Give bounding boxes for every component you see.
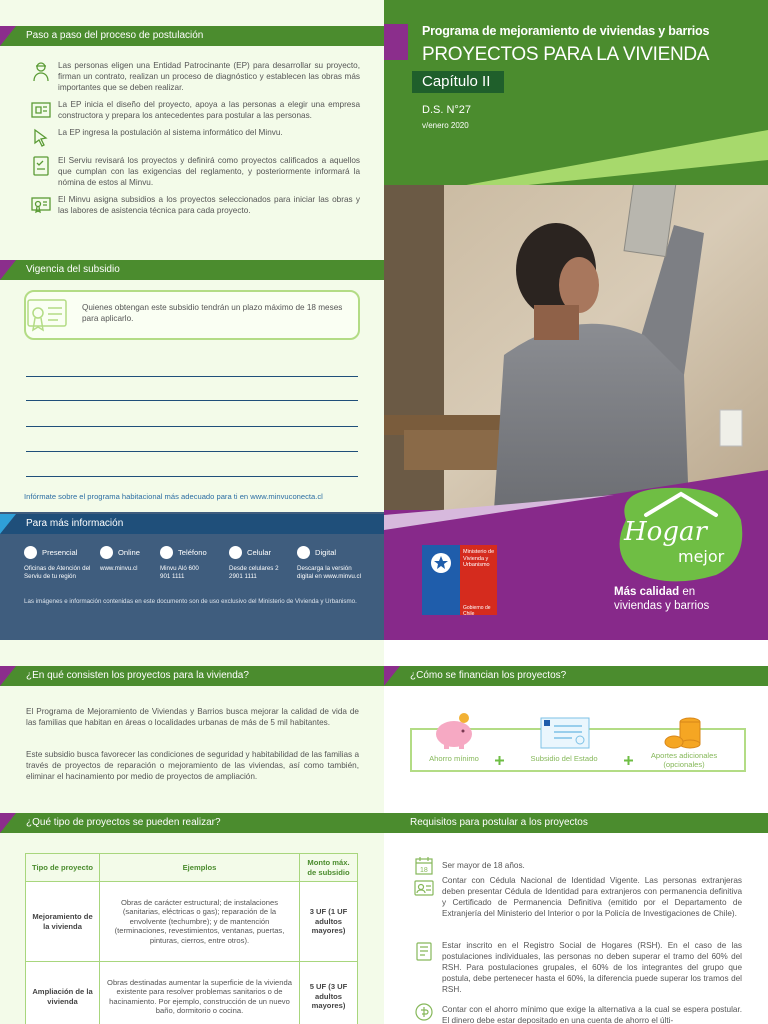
contact-telefono: Teléfono Minvu Aló 600 901 1111 [160,548,207,580]
contact-celular: Celular Desde celulares 2 2901 1111 [229,548,279,580]
project-types-table [25,853,358,1024]
chapter-label: Capítulo II [412,71,504,93]
disclaimer: Las imágenes e información contenidas en este documento son de uso exclusivo del Ministerio de Vivienda y Urbanismo. [24,598,357,605]
requirement-item: Ser mayor de 18 años. [442,861,525,870]
validity-text: Quienes obtengan este subsidio tendrán un plazo máximo de 18 meses para aplicarlo. [82,303,343,323]
edition-date: v/enero 2020 [422,121,469,130]
decree-number: D.S. N°27 [422,104,472,116]
contact-panel [0,512,384,640]
step-item [30,60,360,93]
contact-online: Online www.minvu.cl [100,548,140,572]
step-text: Las personas eligen una Entidad Patrocinante (EP) para desarrollar su proyecto, firman un contrato, realizan un proceso de diagnóstico y establecen las obras más importantes que se deben realizar. [58,61,360,92]
col-type: Tipo de proyecto [26,854,100,882]
step-item [30,99,360,121]
svg-text:Hogar: Hogar [624,517,707,547]
plus-icon [495,756,504,765]
id-card-icon [414,878,434,898]
coins-icon [664,714,704,750]
step-text: La EP inicia el diseño del proyecto, apoya a las personas a elegir una empresa constructora y prepara los antecedentes para postular a las personas. [58,100,360,120]
cursor-icon [30,127,52,149]
table-header-row [26,854,358,882]
svg-text:mejor: mejor [678,547,725,566]
writing-line [26,476,358,477]
savings-icon [414,1002,434,1022]
requirements-header: Requisitos para postular a los proyectos [384,813,768,833]
step-item [30,155,360,188]
certificate-icon [30,194,52,216]
program-title: Programa de mejoramiento de viviendas y barrios [422,24,710,38]
checklist-icon [30,155,52,177]
worker-photo [384,185,768,510]
contact-presencial: Presencial Oficinas de Atención del Serviu de tu región [24,548,91,580]
step-text: La EP ingresa la postulación al sistema informático del Minvu. [58,128,283,137]
financing-item-label: Subsidio del Estado [530,754,598,763]
coat-of-arms-icon [428,551,454,575]
col-examples: Ejemplos [100,854,300,882]
info-link[interactable]: Infórmate sobre el programa habitacional más adecuado para ti en www.minvuconecta.cl [24,492,323,501]
piggy-bank-icon [432,710,476,750]
validity-header: Vigencia del subsidio [0,260,384,280]
hogar-mejor-logo [606,480,746,590]
requirement-item: Contar con el ahorro mínimo que exige la alternativa a la cual se espera postular. El dinero debe estar depositado en una cuenta de ahorro el últi- [442,1005,742,1024]
contact-digital: Digital Descarga la versión digital en www.minvu.cl [297,548,361,580]
steps-list [30,60,360,222]
calendar-icon [414,856,434,876]
download-icon [297,546,310,559]
projects-header: ¿En qué consisten los proyectos para la vivienda? [0,666,384,686]
laptop-icon [100,546,113,559]
phone-icon [160,546,173,559]
financing-header: ¿Cómo se financian los proyectos? [384,666,768,686]
table-row: Mejoramiento de la vivienda Obras de carácter estructural; de instalaciones (sanitarias, eléctricas o gas); reparación de la envolvente (techumbre); y de mantención (terminaciones, revestimientos, ventanas, puertas, pinturas, cierros, entre otros). 3 UF (1 UF adultos mayores) [26,882,358,962]
svg-text:18: 18 [420,867,428,874]
cover-panel [384,0,768,640]
writing-line [26,426,358,427]
requirement-item: Contar con Cédula Nacional de Identidad Vigente. Las personas extranjeras deben presentar Cédula de Identidad para extranjeros con permanencia definitiva y Certificado de Permanencia Definitiva (emitido por el Departamento de Extranjería del Ministerio del Interior o por la Policía de Investigaciones de Chile). [442,876,742,918]
worker-icon [30,60,52,82]
financing-item-label: Aportes adicionales (opcionales) [650,751,718,769]
government-logo: Ministerio de Vivienda y Urbanismo Gobierno de Chile [422,545,497,615]
requirement-item: Estar inscrito en el Registro Social de Hogares (RSH). En el caso de las postulaciones individuales, las personas no deben superar el tramo del 60% del RSH. Para postulaciones grupales, el 60% de los integrantes del grupo que postula, debe pertenecer hasta el 60%, la diferencia puede superar los tramos del RSH. [442,941,742,994]
steps-panel [0,0,384,512]
writing-line [26,400,358,401]
step-item [30,194,360,216]
step-text: El Minvu asigna subsidios a los proyectos seleccionados para iniciar las obras y las labores de asistencia técnica para cada proyecto. [58,195,360,215]
mobile-icon [229,546,242,559]
writing-line [26,376,358,377]
projects-paragraph-1: El Programa de Mejoramiento de Viviendas y Barrios busca mejorar la calidad de vida de las familias que habitan en áreas o localidades urbanas de más de 5 mil habitantes. [26,707,359,727]
house-icon [24,546,37,559]
voucher-icon [540,716,590,750]
contact-header: Para más información [0,514,384,534]
col-amount: Monto máx. de subsidio [300,854,358,882]
projects-paragraph-2: Este subsidio busca favorecer las condiciones de seguridad y habitabilidad de las familias a través de proyectos de reparación o mejoramiento de las viviendas, así como también, eliminar el hacinamiento por medio de proyectos de ampliación. [26,750,359,781]
step-text: El Serviu revisará los proyectos y definirá como proyectos calificados a aquellos que cumplan con las exigencias del reglamento, y posteriormente informará la nómina de estos al Minvu. [58,156,360,187]
slogan: Más calidad en viviendas y barrios [614,586,710,612]
writing-line [26,451,358,452]
blueprint-icon [30,99,52,121]
form-icon [414,941,434,961]
step-item [30,127,360,149]
types-header: ¿Qué tipo de proyectos se pueden realizar? [0,813,384,833]
table-row: Ampliación de la vivienda Obras destinadas aumentar la superficie de la vivienda existente para resolver problemas sanitarios o de hacinamiento. Por ejemplo, construcción de un nuevo baño, dormitorio o cocina. 5 UF (3 UF adultos mayores) [26,962,358,1024]
steps-header: Paso a paso del proceso de postulación [0,26,384,46]
financing-item-label: Ahorro mínimo [429,754,479,763]
validity-box [24,290,360,340]
certificate-icon [24,298,70,334]
plus-icon [624,756,633,765]
main-title: PROYECTOS PARA LA VIVIENDA [422,44,710,65]
